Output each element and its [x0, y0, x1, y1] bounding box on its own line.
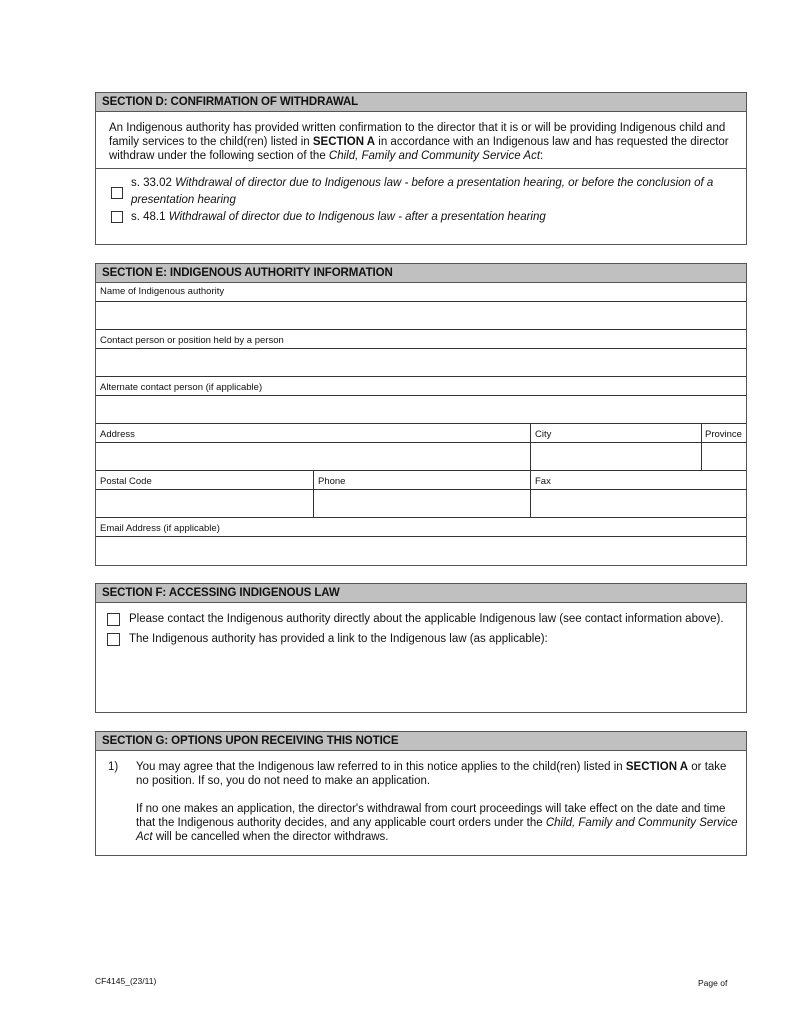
option-label — [131, 209, 546, 226]
address-label: Address — [96, 424, 531, 443]
contact-authority-option — [107, 611, 738, 627]
intro-text-2: in accordance with an Indigenous law and has requested the director withdraw under the following section of the — [109, 136, 729, 162]
item-number: 1) — [108, 761, 119, 773]
checkbox-s48-1[interactable] — [111, 211, 123, 223]
contact-person-row — [96, 330, 746, 377]
checkbox-contact-authority[interactable] — [107, 613, 120, 626]
intro-end: : — [540, 150, 544, 162]
postal-phone-fax-row — [96, 471, 746, 518]
p1-bold-section-a: SECTION A — [625, 761, 689, 773]
contact-person-label: Contact person or position held by a person — [96, 330, 746, 349]
page-number: Page of — [698, 978, 728, 988]
p2-text: If no one makes an application, the director's withdrawal from court proceedings will take effect on the date and time that the Indigenous authority decides, and any applicable court orders under the — [136, 803, 726, 829]
postal-code-label: Postal Code — [96, 471, 314, 490]
phone-cell — [313, 471, 531, 517]
option-description: Withdrawal of director due to Indigenous law - before a presentation hearing, or before the conclusion of a presentation hearing — [131, 177, 714, 206]
withdrawal-option-33-02 — [111, 175, 738, 209]
fax-input[interactable] — [531, 490, 747, 518]
postal-code-input[interactable] — [96, 490, 314, 518]
postal-code-cell — [96, 471, 314, 517]
phone-input[interactable] — [314, 490, 531, 518]
p2-text-2: will be cancelled when the director withdraws. — [152, 831, 389, 843]
alternate-contact-row — [96, 377, 746, 424]
section-e-title: SECTION E: INDIGENOUS AUTHORITY INFORMATION — [96, 264, 746, 283]
section-f — [95, 583, 747, 713]
alternate-contact-input[interactable] — [96, 396, 746, 424]
authority-name-label: Name of Indigenous authority — [96, 283, 746, 302]
authority-name-row — [96, 283, 746, 330]
section-d-intro — [96, 112, 746, 169]
address-row — [96, 424, 746, 471]
options-text — [136, 760, 738, 858]
checkbox-s33-02[interactable] — [111, 187, 123, 199]
fax-label: Fax — [531, 471, 747, 490]
address-input[interactable] — [96, 443, 531, 471]
option-paragraph-1 — [136, 760, 738, 788]
city-input[interactable] — [531, 443, 702, 471]
intro-act-name: Child, Family and Community Service Act — [328, 150, 541, 162]
province-label: Province — [702, 424, 747, 443]
section-g-title: SECTION G: OPTIONS UPON RECEIVING THIS NOTICE — [96, 732, 746, 751]
section-g — [95, 731, 747, 856]
law-link-option — [107, 631, 738, 647]
intro-text: An Indigenous authority has provided written confirmation to the director that it is or will be providing Indigenous child and family services to the child(ren) listed in — [109, 122, 726, 148]
section-d — [95, 92, 747, 245]
option-description: Withdrawal of director due to Indigenous law - after a presentation hearing — [168, 211, 546, 223]
email-label: Email Address (if applicable) — [96, 518, 746, 537]
email-input[interactable] — [96, 537, 746, 565]
section-f-title: SECTION F: ACCESSING INDIGENOUS LAW — [96, 584, 746, 603]
address-cell — [96, 424, 531, 470]
law-link-label: The Indigenous authority has provided a link to the Indigenous law (as applicable): — [129, 633, 548, 645]
p2-act-name: Child, Family and Community Service Act — [136, 817, 738, 843]
contact-authority-label: Please contact the Indigenous authority directly about the applicable Indigenous law (see contact information above). — [129, 613, 724, 625]
city-label: City — [531, 424, 702, 443]
option-label — [131, 175, 738, 209]
authority-name-input[interactable] — [96, 302, 746, 330]
city-cell — [530, 424, 702, 470]
form-code: CF4145_(23/11) — [95, 976, 157, 986]
intro-bold-section-a: SECTION A — [312, 136, 376, 148]
checkbox-law-link[interactable] — [107, 633, 120, 646]
p1-text-2: or take no position. If so, you do not need to make an application. — [136, 761, 727, 787]
contact-person-input[interactable] — [96, 349, 746, 377]
email-row — [96, 518, 746, 565]
alternate-contact-label: Alternate contact person (if applicable) — [96, 377, 746, 396]
section-e — [95, 263, 747, 566]
option-paragraph-2 — [136, 802, 738, 844]
p1-text: You may agree that the Indigenous law referred to in this notice applies to the child(ren) listed in — [136, 761, 626, 773]
phone-label: Phone — [314, 471, 531, 490]
withdrawal-option-48-1 — [111, 209, 738, 226]
province-cell — [701, 424, 747, 470]
province-input[interactable] — [702, 443, 747, 471]
option-section-number: s. 33.02 — [131, 177, 176, 189]
option-section-number: s. 48.1 — [131, 211, 169, 223]
fax-cell — [530, 471, 747, 517]
section-d-title: SECTION D: CONFIRMATION OF WITHDRAWAL — [96, 93, 746, 112]
